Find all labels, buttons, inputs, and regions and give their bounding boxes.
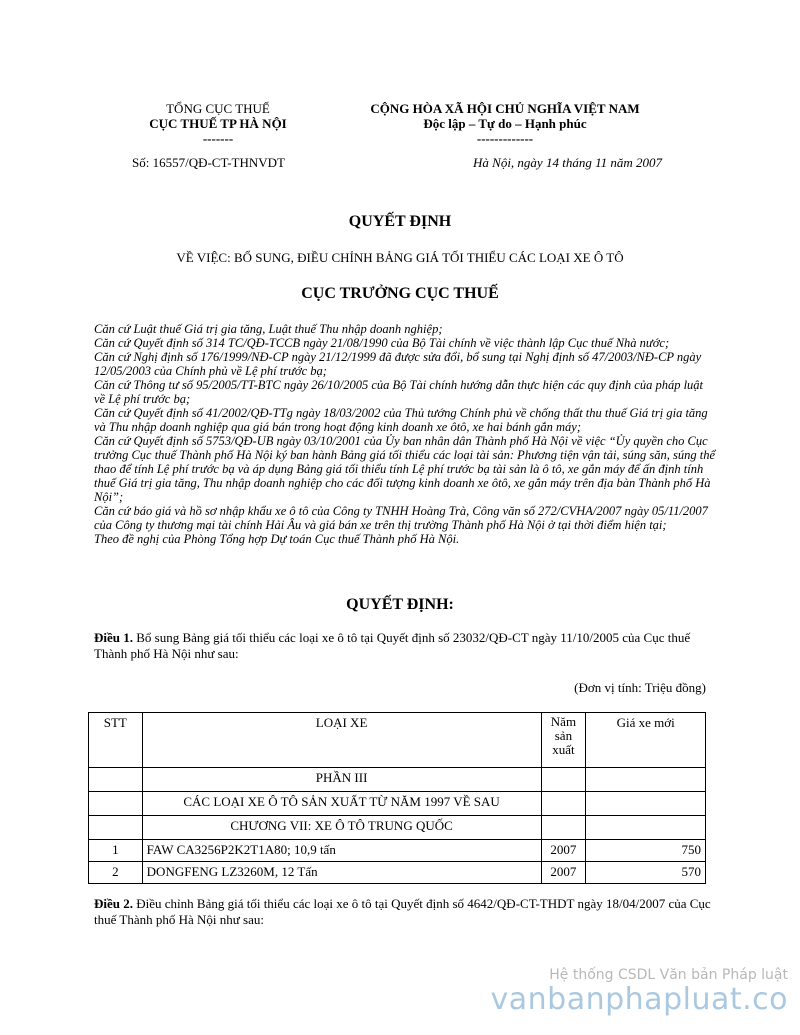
article-1 [94, 630, 714, 662]
watermark-site: vanbanphapluat.co [490, 982, 788, 1017]
nation-line1: CỘNG HÒA XÃ HỘI CHỦ NGHĨA VIỆT NAM [370, 101, 640, 116]
section-row [89, 792, 706, 816]
watermark-caption: Hệ thống CSDL Văn bản Pháp luật [549, 967, 788, 983]
preamble-item: Căn cứ Quyết định số 5753/QĐ-UB ngày 03/10/2001 của Ủy ban nhân dân Thành phố Hà Nội về việc “Ủy quyền cho Cục trưởng Cục thuế Thành phố Hà Nội ký ban hành Bảng giá tối thiểu các loại tài sản: Phương tiện vận tải, súng săn, súng thể thao để tính Lệ phí trước bạ và áp dụng Bảng giá tối thiểu tính Lệ phí trước bạ tài sản là ô tô, xe gắn máy để ấn định tính thuế Giá trị gia tăng, Thu nhập doanh nghiệp cho các đối tượng kinh doanh xe ôtô, xe gắn máy trên địa bàn Thành phố Hà Nội”; [94, 434, 716, 504]
preamble [94, 322, 716, 546]
section-part: PHẦN III [142, 768, 541, 792]
national-motto [340, 101, 670, 146]
row-year: 2007 [541, 862, 586, 884]
article-2-text: Điều chỉnh Bảng giá tối thiểu các loại xe ô tô tại Quyết định số 4642/QĐ-CT-THDT ngày 18/04/2007 của Cục thuế Thành phố Hà Nội như sau: [94, 896, 711, 927]
preamble-item: Căn cứ Thông tư số 95/2005/TT-BTC ngày 26/10/2005 của Bộ Tài chính hướng dẫn thực hiện các quy định của pháp luật về Lệ phí trước bạ; [94, 378, 704, 406]
preamble-item: Căn cứ Quyết định số 41/2002/QĐ-TTg ngày 18/03/2002 của Thủ tướng Chính phủ về chống thất thu thuế Giá trị gia tăng và Thu nhập doanh nghiệp qua giá bán trong hoạt động kinh doanh xe ôtô, xe hai bánh gắn máy; [94, 406, 708, 434]
header-year-l2: sản [554, 728, 573, 743]
header-price: Giá xe mới [586, 713, 706, 768]
article-1-label: Điều 1. [94, 630, 133, 645]
article-2 [94, 896, 714, 928]
nation-line2: Độc lập – Tự do – Hạnh phúc [423, 116, 587, 131]
header-year [541, 713, 586, 768]
section-row [89, 768, 706, 792]
row-price: 750 [586, 840, 706, 862]
article-1-text: Bổ sung Bảng giá tối thiểu các loại xe ô tô tại Quyết định số 23032/QĐ-CT ngày 11/10/2005 của Cục thuế Thành phố Hà Nội như sau: [94, 630, 691, 661]
row-stt: 2 [89, 862, 143, 884]
preamble-item: Căn cứ Luật thuế Giá trị gia tăng, Luật thuế Thu nhập doanh nghiệp; [94, 322, 443, 336]
document-subject: VỀ VIỆC: BỔ SUNG, ĐIỀU CHỈNH BẢNG GIÁ TỐI THIỂU CÁC LOẠI XE Ô TÔ [176, 250, 624, 265]
section-chapter: CHƯƠNG VII: XE Ô TÔ TRUNG QUỐC [142, 816, 541, 840]
header-year-l1: Năm [550, 714, 577, 729]
row-stt: 1 [89, 840, 143, 862]
preamble-item: Căn cứ Nghị định số 176/1999/NĐ-CP ngày 21/12/1999 đã được sửa đổi, bổ sung tại Nghị định số 47/2003/NĐ-CP ngày 12/05/2003 của Chính phủ về Lệ phí trước bạ; [94, 350, 702, 378]
row-vehicle: DONGFENG LZ3260M, 12 Tấn [142, 862, 541, 884]
table-row [89, 862, 706, 884]
header-year-l3: xuất [552, 742, 575, 757]
header-stt: STT [89, 713, 143, 768]
document-title: QUYẾT ĐỊNH [348, 213, 452, 230]
issuer-title: CỤC TRƯỞNG CỤC THUẾ [301, 285, 499, 302]
table-header-row [89, 713, 706, 768]
section-category: CÁC LOẠI XE Ô TÔ SẢN XUẤT TỪ NĂM 1997 VỀ SAU [142, 792, 541, 816]
document-date: Hà Nội, ngày 14 tháng 11 năm 2007 [473, 155, 662, 170]
agency-separator: ------- [202, 131, 234, 146]
unit-note: (Đơn vị tính: Triệu đồng) [574, 680, 706, 695]
table-row [89, 840, 706, 862]
agency-line2: CỤC THUẾ TP HÀ NỘI [149, 116, 287, 131]
preamble-item: Theo đề nghị của Phòng Tổng hợp Dự toán Cục thuế Thành phố Hà Nội. [94, 532, 460, 546]
row-price: 570 [586, 862, 706, 884]
price-table [88, 712, 706, 884]
row-year: 2007 [541, 840, 586, 862]
issuing-agency [118, 101, 318, 146]
preamble-item: Căn cứ Quyết định số 314 TC/QĐ-TCCB ngày 21/08/1990 của Bộ Tài chính về việc thành lập Cục thuế Nhà nước; [94, 336, 670, 350]
nation-separator: ------------- [476, 131, 534, 146]
decision-heading: QUYẾT ĐỊNH: [346, 596, 454, 613]
section-row [89, 816, 706, 840]
preamble-item: Căn cứ báo giá và hồ sơ nhập khẩu xe ô tô của Công ty TNHH Hoàng Trà, Công văn số 272/CVHA/2007 ngày 05/11/2007 của Công ty thương mại tài chính Hải Âu và giá bán xe trên thị trường Thành phố Hà Nội ở tại thời điểm hiện tại; [94, 504, 708, 532]
document-number: Số: 16557/QĐ-CT-THNVDT [132, 155, 285, 170]
article-2-label: Điều 2. [94, 896, 133, 911]
header-vehicle-type: LOẠI XE [142, 713, 541, 768]
agency-line1: TỔNG CỤC THUẾ [166, 101, 270, 116]
row-vehicle: FAW CA3256P2K2T1A80; 10,9 tấn [142, 840, 541, 862]
